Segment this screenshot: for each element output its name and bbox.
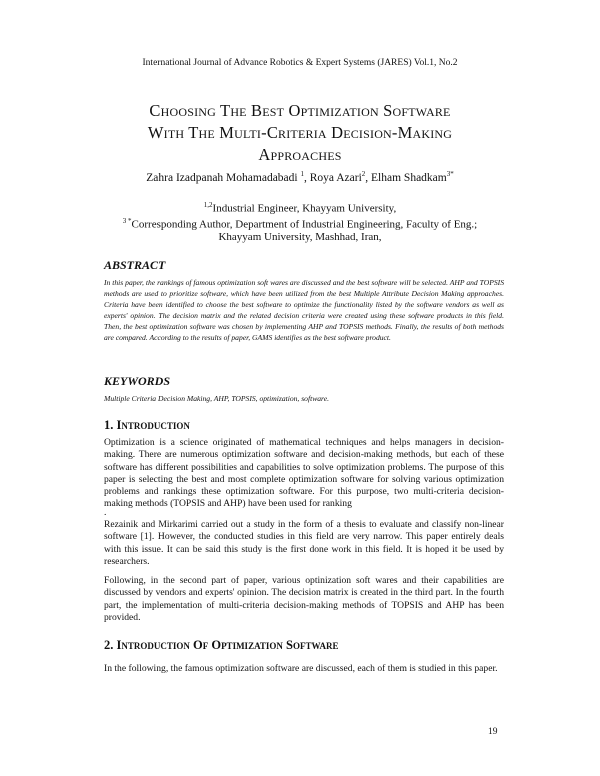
section-1-paragraph-3: Following, in the second part of paper, various optinization soft wares and their capabilities are discussed by vendors and experts' opinion. The decision matrix is created in the third part. In the fourth part, the implementation of multi-criteria decision-making methods of TOPSIS and AHP has been provided. <box>104 575 504 623</box>
section-1-heading: 1. Introduction <box>104 418 190 432</box>
section-2-heading: 2. Introduction Of Optimization Software <box>104 638 339 652</box>
section-1-paragraph-1: Optimization is a science originated of mathematical techniques and helps managers in decision-making. There are numerous optimization software and decision-making methods, but each of these software has different possibilities and capabilities to solve optimization problems. The purpose of this paper is selecting the best and most complete optimization software for solving various optimization problems and rankings these optimization software. For this purpose, two multi-criteria decision-making methods (TOPSIS and AHP) have been used for ranking <box>104 437 504 510</box>
abstract-text: In this paper, the rankings of famous optimization soft wares are discussed and the best software will be selected. AHP and TOPSIS methods are used to prioritize software, which have been utilized from the best Multiple Attribute Decision Making approaches. Criteria have been identified to choose the best software to optimize the functionality listed by the software vendors as well as experts' opinion. The decision matrix and the related decision criteria were created using these software products in this field. Then, the best optimization software was chosen by implementing AHP and TOPSIS methods. Finally, the results of both methods are compared. According to the results of paper, GAMS identifies as the best software product. <box>104 278 504 343</box>
section-1-paragraph-dot: . <box>104 507 107 518</box>
affiliation-line-2: $^{3 *}$Corresponding Author, Department of Industrial Engineering, Faculty of Eng.; <box>122 217 478 231</box>
author-3-sup: 3* <box>446 170 454 178</box>
author-2-sup: 2 <box>361 170 366 178</box>
author-1: Zahra Izadpanah Mohamadabadi <box>146 171 298 184</box>
author-3: Elham Shadkam <box>371 171 447 184</box>
section-2-paragraph-1: In the following, the famous optimization software are discussed, each of them is studied in this paper. <box>104 663 498 674</box>
affiliation-line-1: $^{1,2}$Industrial Engineer, Khayyam University, <box>203 201 397 215</box>
author-2: Roya Azari <box>309 171 362 184</box>
section-1-paragraph-2: Rezainik and Mirkarimi carried out a study in the form of a thesis to evaluate and classify non-linear software [1]. However, the conducted studies in this field are very narrow. This paper entirely deals with this issue. It can be said this study is the first done work in this field. It is hoped it be used by researchers. <box>104 519 504 567</box>
author-1-sup: 1 <box>300 170 304 178</box>
affiliation-line-3: Khayyam University, Mashhad, Iran, <box>218 231 382 243</box>
author-list: Zahra Izadpanah Mohamadabadi $^1$, Roya Azari$^2$, Elham Shadkam$^{3*}$ <box>146 170 454 184</box>
paper-title <box>60 100 540 166</box>
title-line-2: With The Multi-Criteria Decision-Making <box>147 123 453 142</box>
keywords-text: Multiple Criteria Decision Making, AHP, TOPSIS, optimization, software. <box>104 394 329 403</box>
page-number: 19 <box>488 727 498 737</box>
title-line-1: Choosing The Best Optimization Software <box>149 101 451 120</box>
abstract-heading: ABSTRACT <box>104 258 166 272</box>
keywords-heading: KEYWORDS <box>104 374 171 388</box>
title-line-3: Approaches <box>258 145 342 164</box>
journal-header: International Journal of Advance Robotics & Expert Systems (JARES) Vol.1, No.2 <box>142 58 458 68</box>
